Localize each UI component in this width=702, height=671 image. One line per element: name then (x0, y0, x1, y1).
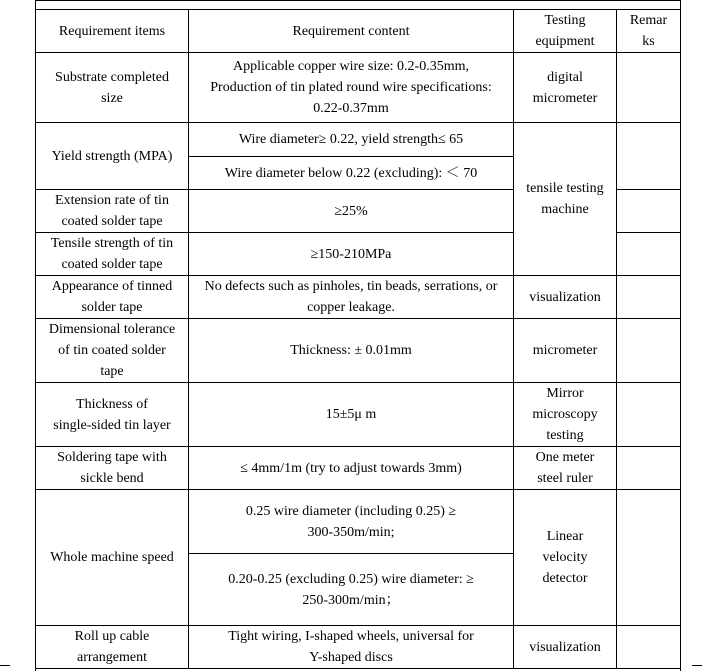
item-dimensional: Dimensional tolerance of tin coated solder tape (36, 319, 189, 383)
equipment-dimensional: micrometer (514, 319, 617, 383)
content-thickness: 15±5μ m (189, 383, 514, 447)
content-dimensional: Thickness: ± 0.01mm (189, 319, 514, 383)
remarks-speed (617, 490, 681, 626)
equipment-appearance: visualization (514, 276, 617, 319)
remarks-appearance (617, 276, 681, 319)
page-top-border (35, 0, 680, 1)
table-row-sickle (36, 447, 681, 490)
item-sickle: Soldering tape with sickle bend (36, 447, 189, 490)
equipment-speed: Linear velocity detector (514, 490, 617, 626)
page-corner-mark-right (692, 665, 702, 666)
content-speed-a: 0.25 wire diameter (including 0.25) ≥ 300-350m/min; (189, 490, 514, 554)
page-corner-mark-left (0, 665, 10, 666)
remarks-extension (617, 190, 681, 233)
equipment-thickness: Mirror microscopy testing (514, 383, 617, 447)
item-extension: Extension rate of tin coated solder tape (36, 190, 189, 233)
content-tensile: ≥150-210MPa (189, 233, 514, 276)
content-yield-a: Wire diameter≥ 0.22, yield strength≤ 65 (189, 123, 514, 157)
item-tensile: Tensile strength of tin coated solder tape (36, 233, 189, 276)
remarks-yield (617, 123, 681, 190)
remarks-substrate (617, 53, 681, 123)
equipment-rollup: visualization (514, 626, 617, 669)
remarks-dimensional (617, 319, 681, 383)
table-row-yield-a (36, 123, 681, 157)
item-appearance: Appearance of tinned solder tape (36, 276, 189, 319)
remarks-rollup (617, 626, 681, 669)
item-yield: Yield strength (MPA) (36, 123, 189, 190)
equipment-substrate: digital micrometer (514, 53, 617, 123)
table-row-rollup (36, 626, 681, 669)
table-row-dimensional (36, 319, 681, 383)
remarks-sickle (617, 447, 681, 490)
requirements-table (35, 9, 681, 669)
content-substrate: Applicable copper wire size: 0.2-0.35mm, Production of tin plated round wire specifications: 0.22-0.37mm (189, 53, 514, 123)
content-rollup: Tight wiring, I-shaped wheels, universal for Y-shaped discs (189, 626, 514, 669)
equipment-sickle: One meter steel ruler (514, 447, 617, 490)
remarks-thickness (617, 383, 681, 447)
content-appearance: No defects such as pinholes, tin beads, serrations, or copper leakage. (189, 276, 514, 319)
item-rollup: Roll up cable arrangement (36, 626, 189, 669)
table-row-speed-a (36, 490, 681, 554)
content-sickle: ≤ 4mm/1m (try to adjust towards 3mm) (189, 447, 514, 490)
item-thickness: Thickness of single-sided tin layer (36, 383, 189, 447)
table-row-appearance (36, 276, 681, 319)
remarks-tensile (617, 233, 681, 276)
table-row-substrate (36, 53, 681, 123)
item-speed: Whole machine speed (36, 490, 189, 626)
header-remarks: Remar ks (617, 10, 681, 53)
table-header-row (36, 10, 681, 53)
content-yield-b: Wire diameter below 0.22 (excluding): ＜ 70 (189, 157, 514, 190)
table-row-thickness (36, 383, 681, 447)
content-speed-b: 0.20-0.25 (excluding 0.25) wire diameter: ≥ 250-300m/min； (189, 554, 514, 626)
header-requirement-content: Requirement content (189, 10, 514, 53)
header-testing-equipment: Testing equipment (514, 10, 617, 53)
header-requirement-items: Requirement items (36, 10, 189, 53)
content-extension: ≥25% (189, 190, 514, 233)
item-substrate: Substrate completed size (36, 53, 189, 123)
equipment-tensile-testing: tensile testing machine (514, 123, 617, 276)
